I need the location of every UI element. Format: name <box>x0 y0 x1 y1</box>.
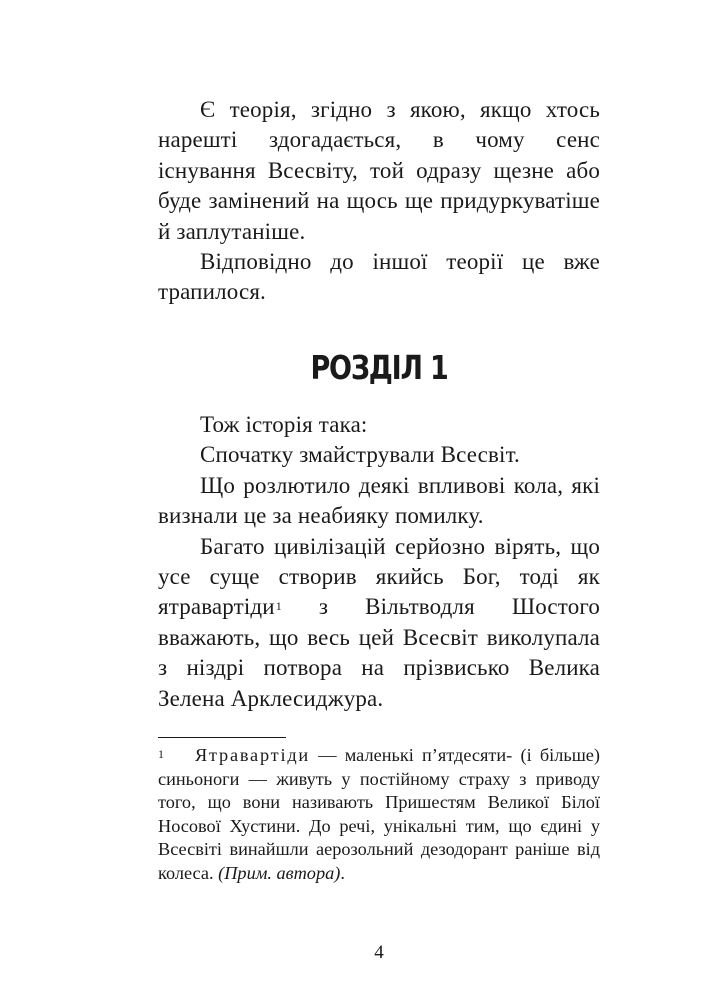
footnote-end: . <box>340 862 345 883</box>
intro-section <box>158 95 600 308</box>
chapter-paragraph-2: Спочатку змайстрували Всесвіт. <box>200 442 520 468</box>
footnote-author-note: (Прим. автора) <box>218 862 341 883</box>
chapter-paragraph-4-start: Багато цивілізацій серйозно вірять, що усе суще створив якийсь Бог, тоді як ятравартіди <box>158 533 600 620</box>
intro-paragraph-2: Відповідно до іншої теорії це вже трапилося. <box>158 249 600 305</box>
chapter-paragraph-3: Що розлютило деякі впливові кола, які визнали це за неабияку помилку. <box>158 472 600 529</box>
chapter-paragraph-1: Тож історія така: <box>200 412 368 437</box>
intro-paragraph-1: Є теорія, згідно з якою, якщо хтось нарешті здогадається, в чому сенс існування Всесвіту, той одразу щезне або буде замінений на щось ще придуркуватіше й заплутаніше. <box>158 97 600 244</box>
footnote-reference: 1 <box>275 599 282 614</box>
page-number: 4 <box>374 942 384 963</box>
chapter-paragraph-4-end: з Вільтводля Шостого вважають, що весь цей Всесвіт виколупала з ніздрі потвора на прізвисько Велика Зелена Арклесиджура. <box>158 594 600 711</box>
footnote-divider <box>158 737 286 738</box>
footnote-marker: 1 <box>158 747 164 761</box>
footnote <box>158 744 600 886</box>
chapter-heading: РОЗДІЛ 1 <box>310 348 448 387</box>
footnote-term: Ятравартіди <box>195 745 311 765</box>
footnote-text: — маленькі п’ятдесяти- (і більше) синьоноги — живуть у постійному страху з приводу того, що вони називають Пришестям Великої Білої Носової Хустини. До речі, унікальні тим, що єдині у Всесвіті винайшли аерозольний дезодорант раніше від колеса. <box>158 745 600 883</box>
footnote-paragraph <box>158 744 600 886</box>
chapter-body <box>158 410 600 714</box>
chapter-paragraph-4 <box>158 532 600 714</box>
